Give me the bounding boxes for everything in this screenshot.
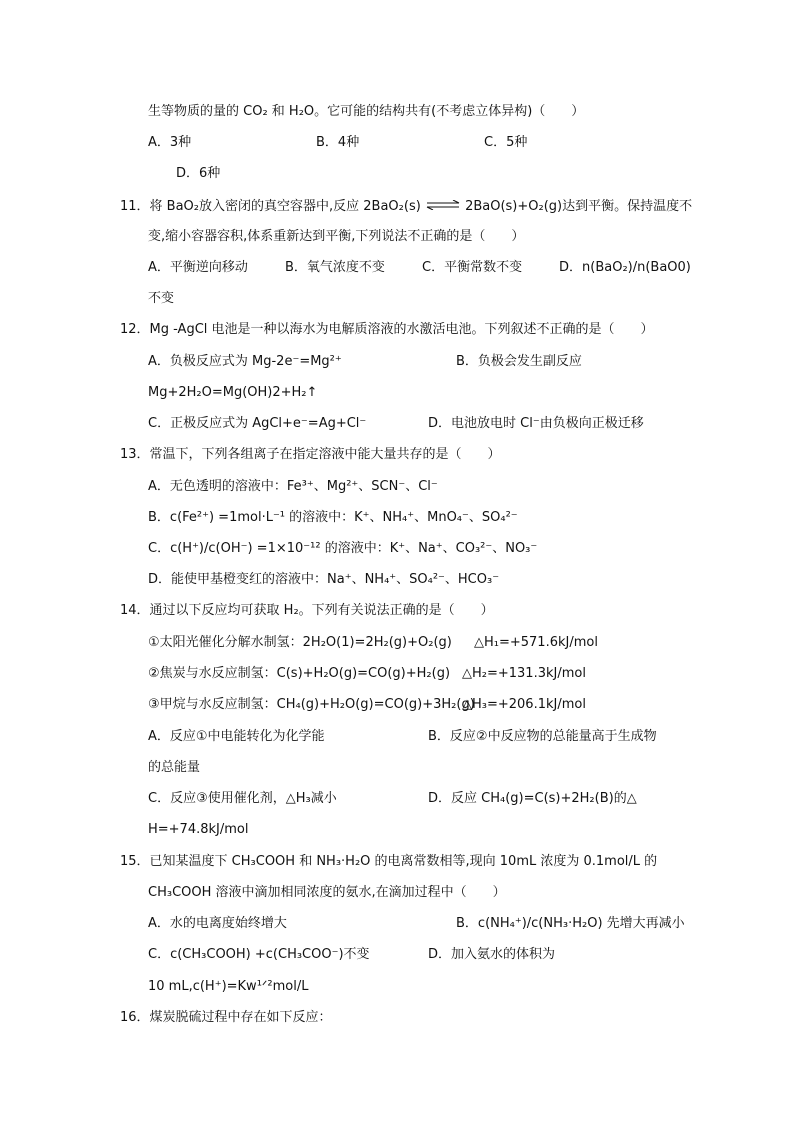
q12-option-b: B．负极会发生副反应 bbox=[456, 354, 582, 369]
q13-option-d: D．能使甲基橙变红的溶液中：Na⁺、NH₄⁺、SO₄²⁻、HCO₃⁻ bbox=[148, 572, 500, 587]
q11-option-a: A．平衡逆向移动 bbox=[148, 260, 248, 275]
q11-stem-line2: 变,缩小容器容积,体系重新达到平衡,下列说法不正确的是（ ） bbox=[148, 229, 525, 244]
q12-option-b-continuation: Mg+2H₂O=Mg(OH)2+H₂↑ bbox=[148, 385, 318, 400]
q10-option-a: A．3种 bbox=[148, 135, 192, 150]
q11-stem-line1 bbox=[120, 197, 692, 216]
q12-stem: 12．Mg -AgCl 电池是一种以海水为电解质溶液的水激活电池。下列叙述不正确的是（ ） bbox=[120, 322, 654, 337]
q14-option-b-continuation: 的总能量 bbox=[148, 760, 201, 775]
q13-stem: 13．常温下，下列各组离子在指定溶液中能大量共存的是（ ） bbox=[120, 447, 501, 462]
q14-reaction-2: ②焦炭与水反应制氢：C(s)+H₂O(g)=CO(g)+H₂(g) bbox=[148, 666, 451, 681]
q12-option-d: D．电池放电时 Cl⁻由负极向正极迁移 bbox=[428, 416, 644, 431]
q14-stem: 14．通过以下反应均可获取 H₂。下列有关说法正确的是（ ） bbox=[120, 603, 494, 618]
q15-stem-line1: 15．已知某温度下 CH₃COOH 和 NH₃·H₂O 的电离常数相等,现向 10mL 浓度为 0.1mol/L 的 bbox=[120, 854, 658, 869]
q12-option-a: A．负极反应式为 Mg-2e⁻=Mg²⁺ bbox=[148, 354, 342, 369]
q11-option-d-continuation: 不变 bbox=[148, 291, 175, 306]
q14-reaction-3-enthalpy: △H₃=+206.1kJ/mol bbox=[462, 697, 586, 712]
q13-option-a: A．无色透明的溶液中：Fe³⁺、Mg²⁺、SCN⁻、Cl⁻ bbox=[148, 479, 438, 494]
q12-option-c: C．正极反应式为 AgCl+e⁻=Ag+Cl⁻ bbox=[148, 416, 367, 431]
q14-option-d: D．反应 CH₄(g)=C(s)+2H₂(B)的△ bbox=[428, 791, 637, 806]
q11-stem-part2: 2BaO(s)+O₂(g)达到平衡。保持温度不 bbox=[465, 199, 693, 214]
q10-option-b: B．4种 bbox=[316, 135, 360, 150]
q10-option-c: C．5种 bbox=[484, 135, 528, 150]
q15-stem-line2: CH₃COOH 溶液中滴加相同浓度的氨水,在滴加过程中（ ） bbox=[148, 885, 506, 900]
q10-stem-continuation: 生等物质的量的 CO₂ 和 H₂O。它可能的结构共有(不考虑立体异构)（ ） bbox=[148, 104, 585, 119]
q14-option-c: C．反应③使用催化剂，△H₃减小 bbox=[148, 791, 337, 806]
q16-stem: 16．煤炭脱硫过程中存在如下反应： bbox=[120, 1010, 332, 1025]
q14-reaction-3: ③甲烷与水反应制氢：CH₄(g)+H₂O(g)=CO(g)+3H₂(g) bbox=[148, 697, 475, 712]
q11-option-c: C．平衡常数不变 bbox=[422, 260, 523, 275]
q13-option-b: B．c(Fe²⁺) =1mol·L⁻¹ 的溶液中：K⁺、NH₄⁺、MnO₄⁻、SO₄²⁻ bbox=[148, 510, 518, 525]
q10-option-d: D．6种 bbox=[176, 166, 221, 181]
q14-reaction-2-enthalpy: △H₂=+131.3kJ/mol bbox=[462, 666, 586, 681]
q14-option-a: A．反应①中电能转化为化学能 bbox=[148, 729, 325, 744]
q14-reaction-1-enthalpy: △H₁=+571.6kJ/mol bbox=[474, 635, 598, 650]
q13-option-c: C．c(H⁺)/c(OH⁻) =1×10⁻¹² 的溶液中：K⁺、Na⁺、CO₃²⁻、NO₃⁻ bbox=[148, 541, 538, 556]
q15-option-d: D．加入氨水的体积为 bbox=[428, 947, 556, 962]
q15-option-d-continuation: 10 mL,c(H⁺)=Kw¹ᐟ²mol/L bbox=[148, 979, 309, 994]
q11-option-b: B．氧气浓度不变 bbox=[285, 260, 385, 275]
q14-reaction-1: ①太阳光催化分解水制氢：2H₂O(1)=2H₂(g)+O₂(g) bbox=[148, 635, 452, 650]
q15-option-b: B．c(NH₄⁺)/c(NH₃·H₂O) 先增大再减小 bbox=[456, 916, 685, 931]
q15-option-a: A．水的电离度始终增大 bbox=[148, 916, 287, 931]
equilibrium-arrow-icon bbox=[426, 197, 460, 215]
q14-option-b: B．反应②中反应物的总能量高于生成物 bbox=[428, 729, 657, 744]
q11-option-d: D．n(BaO₂)/n(BaO0) bbox=[559, 260, 691, 275]
q15-option-c: C．c(CH₃COOH) +c(CH₃COO⁻)不变 bbox=[148, 947, 370, 962]
q14-option-d-continuation: H=+74.8kJ/mol bbox=[148, 822, 249, 837]
q11-stem-part1: 11．将 BaO₂放入密闭的真空容器中,反应 2BaO₂(s) bbox=[120, 199, 421, 214]
